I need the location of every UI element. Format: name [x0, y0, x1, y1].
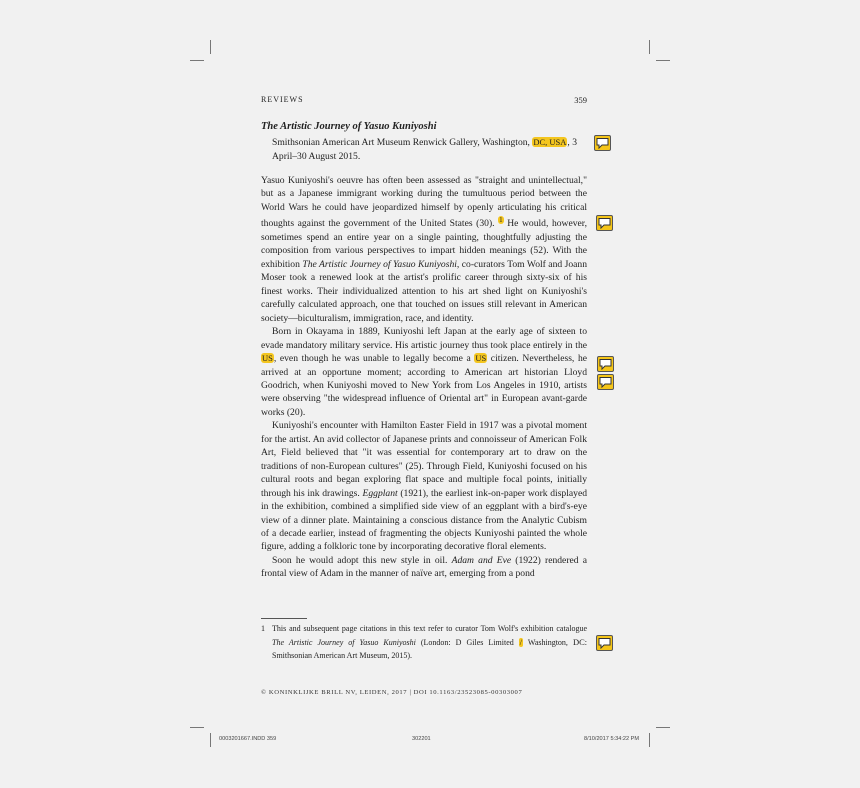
review-body: [261, 174, 587, 581]
crop-mark: [210, 733, 211, 747]
running-head-label: REVIEWS: [261, 95, 304, 104]
p1-text-b: He would, however, sometimes spend an entire year on a single painting, thoughtfully adjusting the composition from various perspectives to impart hidden meanings (52). With the exhibition: [261, 218, 588, 270]
p4-text-a: Soon he would adopt this new style in oil.: [272, 554, 452, 566]
fn-text-a: This and subsequent page citations in this text refer to curator Tom Wolf's exhibition catalogue: [272, 624, 587, 633]
fn-text-b: (London: D Giles Limited: [415, 637, 519, 647]
p3-artwork-title: Eggplant: [362, 487, 398, 499]
crop-mark: [649, 733, 650, 747]
meta-date-end: April–30 August 2015.: [272, 151, 361, 162]
p1-exhibition-title: The Artistic Journey of Yasuo Kuniyoshi: [302, 258, 457, 270]
comment-icon[interactable]: [596, 215, 613, 231]
p3-text-a: Kuniyoshi's encounter with Hamilton Easter Field in 1917 was a pivotal moment for the artist. An avid collector of Japanese prints and connoisseur of American Folk Art, Field believed that "it was essential for contemporary art to draw on the traditions of non-European cultures" (25). Through Field, Kuniyoshi focused on his cultural roots and began exploring flat space and multiple focal points, initially through his ink drawings.: [261, 420, 587, 499]
footnote-rule: [261, 618, 307, 619]
paragraph-4: [261, 554, 587, 581]
p2-text-a: Born in Okayama in 1889, Kuniyoshi left Japan at the early age of sixteen to evade mandatory military service. His artistic journey thus took place entirely in the: [261, 326, 587, 351]
p4-artwork-title: Adam and Eve: [451, 554, 512, 566]
slug-left: 0003201667.INDD 359: [219, 736, 277, 742]
comment-icon[interactable]: [597, 356, 614, 372]
comment-icon[interactable]: [594, 135, 611, 151]
slug-mid: 302201: [412, 736, 431, 742]
footnote-text: [272, 623, 587, 662]
crop-mark: [190, 727, 204, 728]
slug-right: 8/10/2017 5:34:22 PM: [584, 736, 640, 742]
footnote-ref-1[interactable]: 1: [499, 216, 503, 225]
footnote-1: [261, 623, 587, 662]
review-title: The Artistic Journey of Yasuo Kuniyoshi: [261, 121, 437, 132]
fn-catalogue-title: The Artistic Journey of Yasuo Kuniyoshi: [272, 637, 416, 647]
crop-mark: [649, 40, 650, 54]
p4-text-b: (1922) rendered a frontal view of Adam in the manner of naïve art, emerging from a pond: [261, 554, 587, 580]
comment-icon[interactable]: [596, 635, 613, 651]
highlight-slash[interactable]: /: [519, 637, 523, 647]
fn-dc: DC: [572, 636, 585, 647]
page-number: 359: [574, 95, 587, 105]
crop-mark: [190, 60, 204, 61]
p3-text-b: (1921), the earliest ink-on-paper work displayed in the exhibition, combined a simplified side view of an eggplant with a bird's-eye view of a dinner plate. Maintaining a conscious distance from the Analytic Cubism of a decade earlier, instead of fragmenting the objects Kuniyoshi painted the whole figure, adding a folkloric tone by incorporating decorative floral elements.: [261, 487, 587, 553]
fn-text-c: Washington,: [523, 637, 573, 647]
running-head: [261, 95, 587, 105]
crop-mark: [210, 40, 211, 54]
meta-venue: Smithsonian American Art Museum Renwick Gallery, Washington,: [272, 137, 533, 148]
highlight-us-2[interactable]: US: [475, 353, 487, 364]
meta-date-start: , 3: [567, 137, 578, 148]
highlight-dc-usa[interactable]: DC, USA: [533, 137, 567, 147]
p2-text-c: citizen. Nevertheless, he arrived at an opportune moment; according to American art historian Lloyd Goodrich, when Kuniyoshi moved to New York from Los Angeles in 1910, artists were observing "the widespread influence of Oriental art" in European avant-garde works (20).: [261, 353, 587, 418]
p1-text-c: , co-curators Tom Wolf and Joann Moser took a renewed look at the artist's prolific career through sixty-six of his finest works. Their individualized attention to his art shed light on Kuniyoshi's carefully calculated approach, one that touched on issues still relevant in American society—biculturalism, immigration, race, and identity.: [261, 258, 587, 324]
highlight-us-1[interactable]: US: [262, 353, 273, 364]
review-meta: [272, 135, 590, 164]
fn-text-d: : Smithsonian American Art Museum, 2015).: [272, 637, 588, 660]
paragraph-2: [261, 325, 587, 419]
p1-text-a: Yasuo Kuniyoshi's oeuvre has often been assessed as "straight and unintellectual," but as a Japanese immigrant working during the tumultuous period between the World Wars he could have jeopardized himself by openly articulating his critical thoughts against the government of the United States (30).: [261, 175, 587, 230]
copyright-footer: © KONINKLIJKE BRILL NV, LEIDEN, 2017 | DOI 10.1163/23523085-00303007: [261, 689, 523, 696]
crop-mark: [656, 727, 670, 728]
paragraph-1: [261, 174, 587, 325]
p2-text-b: , even though he was unable to legally become a: [273, 353, 475, 365]
footnote-number: 1: [261, 624, 265, 633]
crop-mark: [656, 60, 670, 61]
paragraph-3: [261, 419, 587, 554]
comment-icon[interactable]: [597, 374, 614, 390]
